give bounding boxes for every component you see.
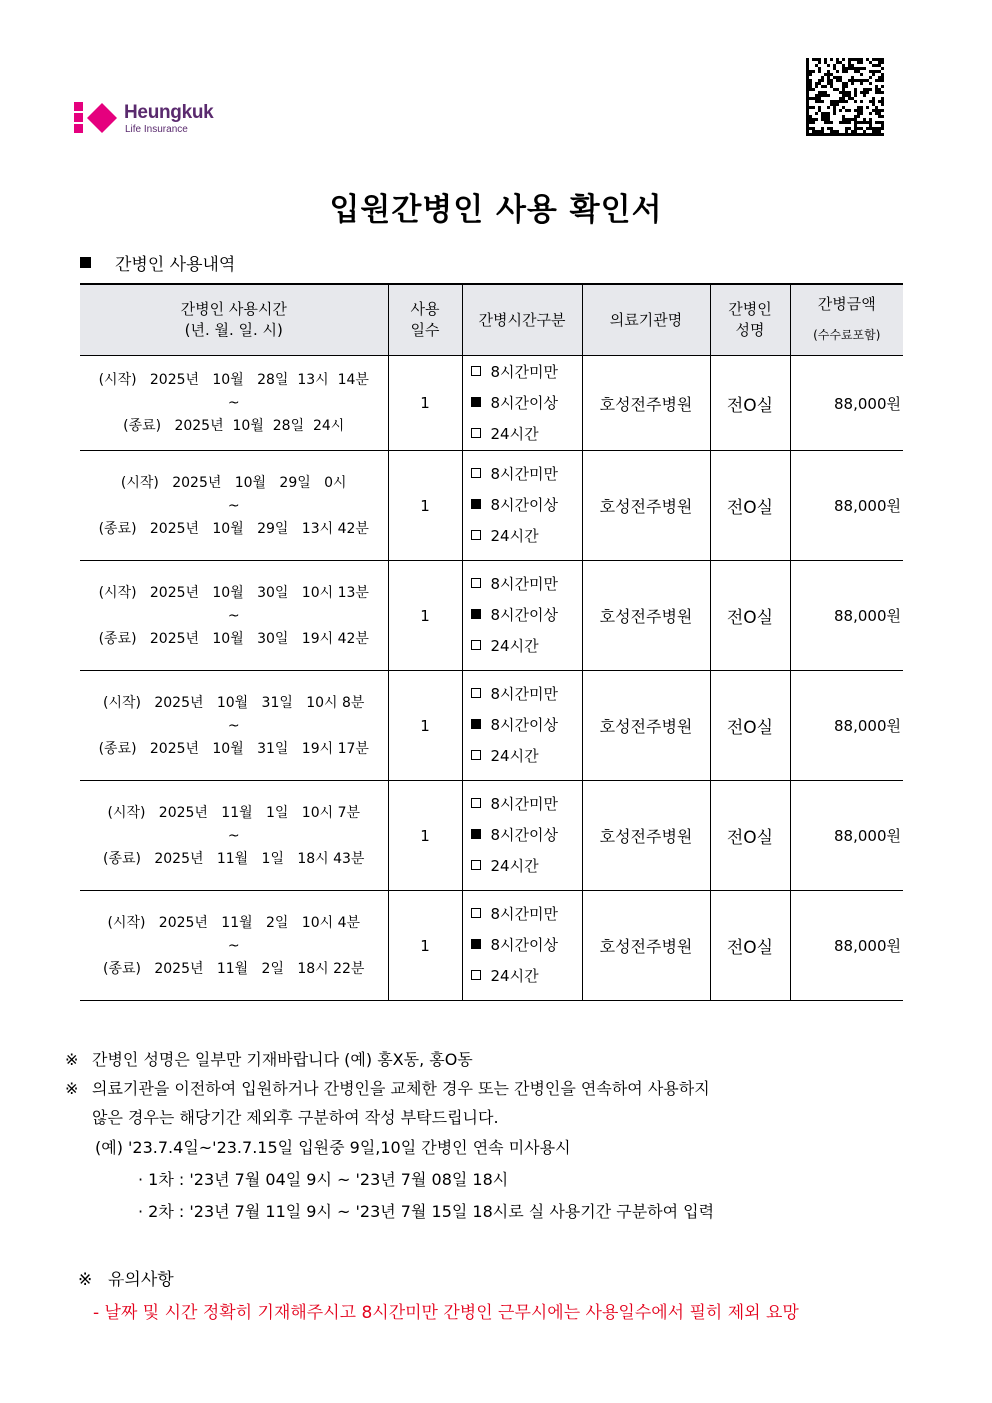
care-category-cell xyxy=(462,671,582,781)
end-time: (종료) 2025년 10월 29일 13시 42분 xyxy=(98,520,369,537)
logo-brand: Heungkuk xyxy=(124,102,214,123)
unchecked-box-icon[interactable] xyxy=(471,640,481,650)
note-example-first: · 1차 : '23년 7월 04일 9시 ~ '23년 7월 08일 18시 xyxy=(138,1170,509,1189)
usage-days-cell: 1 xyxy=(388,356,462,451)
category-option[interactable] xyxy=(471,357,582,388)
header-days-line2: 일수 xyxy=(410,321,440,339)
caregiver-name-cell: 전O실 xyxy=(710,561,790,671)
start-time: (시작) 2025년 10월 29일 0시 xyxy=(120,474,347,491)
category-option[interactable] xyxy=(471,930,582,961)
notes-section xyxy=(65,1045,945,1228)
end-time: (종료) 2025년 11월 1일 18시 43분 xyxy=(103,850,365,867)
unchecked-box-icon[interactable] xyxy=(471,750,481,760)
category-option[interactable] xyxy=(471,419,582,450)
note-mark: ※ xyxy=(65,1079,79,1098)
unchecked-box-icon[interactable] xyxy=(471,798,481,808)
unchecked-box-icon[interactable] xyxy=(471,578,481,588)
header-amount: 간병금액 xyxy=(817,295,876,313)
category-option[interactable] xyxy=(471,679,582,710)
caregiver-name-cell: 전O실 xyxy=(710,451,790,561)
usage-days-cell: 1 xyxy=(388,671,462,781)
end-time: (종료) 2025년 10월 31일 19시 17분 xyxy=(98,740,369,757)
institution-cell: 호성전주병원 xyxy=(582,451,710,561)
category-option[interactable] xyxy=(471,961,582,992)
table-row xyxy=(80,891,903,1001)
usage-days-cell: 1 xyxy=(388,891,462,1001)
note-separate-rule: 의료기관을 이전하여 입원하거나 간병인을 교체한 경우 또는 간병인을 연속하여 사용하지 xyxy=(92,1079,710,1098)
unchecked-box-icon[interactable] xyxy=(471,860,481,870)
note-name-rule: 간병인 성명은 일부만 기재바랍니다 (예) 홍X동, 홍O동 xyxy=(92,1050,473,1069)
header-time-line1: 간병인 사용시간 xyxy=(180,300,287,318)
usage-days-cell: 1 xyxy=(388,561,462,671)
caregiver-usage-table xyxy=(80,283,903,1001)
logo-mark-icon xyxy=(72,100,120,136)
category-option-label: 24시간 xyxy=(490,857,539,875)
header-time-line2: (년. 월. 일. 시) xyxy=(184,321,283,339)
category-option[interactable] xyxy=(471,490,582,521)
checked-box-icon[interactable] xyxy=(471,499,481,509)
institution-cell: 호성전주병원 xyxy=(582,781,710,891)
category-option[interactable] xyxy=(471,820,582,851)
header-care-category: 간병시간구분 xyxy=(462,284,582,356)
start-time: (시작) 2025년 10월 28일 13시 14분 xyxy=(98,372,369,388)
logo-subtitle: Life Insurance xyxy=(125,124,188,135)
usage-time-cell xyxy=(80,781,388,891)
usage-time-cell xyxy=(80,356,388,451)
header-care-amount xyxy=(790,284,903,356)
category-option[interactable] xyxy=(471,899,582,930)
section-title: 간병인 사용내역 xyxy=(115,255,236,275)
category-option-label: 8시간이상 xyxy=(490,496,559,514)
caution-text: - 날짜 및 시간 정확히 기재해주시고 8시간미만 간병인 근무시에는 사용일수에서 필히 제외 요망 xyxy=(93,1303,799,1323)
care-amount-cell: 88,000원 xyxy=(790,451,903,561)
category-option[interactable] xyxy=(471,710,582,741)
category-option-label: 8시간이상 xyxy=(490,936,559,954)
category-option-label: 24시간 xyxy=(490,747,539,765)
unchecked-box-icon[interactable] xyxy=(471,428,481,438)
category-option-label: 8시간이상 xyxy=(490,606,559,624)
caregiver-name-cell: 전O실 xyxy=(710,891,790,1001)
category-option[interactable] xyxy=(471,789,582,820)
bullet-square-icon xyxy=(80,257,91,268)
category-option-label: 24시간 xyxy=(490,424,539,443)
note-separate-rule-cont: 않은 경우는 해당기간 제외후 구분하여 작성 부탁드립니다. xyxy=(92,1108,499,1127)
unchecked-box-icon[interactable] xyxy=(471,468,481,478)
usage-days-cell: 1 xyxy=(388,451,462,561)
checked-box-icon[interactable] xyxy=(471,397,481,407)
care-category-cell xyxy=(462,451,582,561)
category-option[interactable] xyxy=(471,388,582,419)
unchecked-box-icon[interactable] xyxy=(471,970,481,980)
category-option[interactable] xyxy=(471,569,582,600)
care-category-cell xyxy=(462,561,582,671)
category-option-label: 8시간미만 xyxy=(490,795,559,813)
category-option-label: 8시간이상 xyxy=(490,393,559,412)
unchecked-box-icon[interactable] xyxy=(471,908,481,918)
caregiver-name-cell: 전O실 xyxy=(710,781,790,891)
care-category-cell xyxy=(462,891,582,1001)
caregiver-name-cell: 전O실 xyxy=(710,356,790,451)
category-option[interactable] xyxy=(471,851,582,882)
usage-time-cell xyxy=(80,891,388,1001)
document-title: 입원간병인 사용 확인서 xyxy=(329,192,663,228)
end-time: (종료) 2025년 10월 28일 24시 xyxy=(123,418,345,434)
category-option-label: 8시간미만 xyxy=(490,685,559,703)
checked-box-icon[interactable] xyxy=(471,829,481,839)
table-row xyxy=(80,671,903,781)
header-usage-time xyxy=(80,284,388,356)
category-option-label: 8시간이상 xyxy=(490,716,559,734)
category-option-label: 8시간미만 xyxy=(490,362,559,381)
care-amount-cell: 88,000원 xyxy=(790,356,903,451)
caution-heading xyxy=(78,1265,174,1290)
category-option-label: 8시간이상 xyxy=(490,826,559,844)
category-option[interactable] xyxy=(471,631,582,662)
note-example-second: · 2차 : '23년 7월 11일 9시 ~ '23년 7월 15일 18시로 실 사용기간 구분하여 입력 xyxy=(138,1202,715,1221)
caregiver-name-cell: 전O실 xyxy=(710,671,790,781)
table-header-row xyxy=(80,284,903,356)
range-tilde: ~ xyxy=(227,607,240,624)
range-tilde: ~ xyxy=(227,395,240,411)
unchecked-box-icon[interactable] xyxy=(471,688,481,698)
institution-cell: 호성전주병원 xyxy=(582,356,710,451)
table-row xyxy=(80,356,903,451)
table-row xyxy=(80,561,903,671)
range-tilde: ~ xyxy=(227,717,240,734)
note-example: (예) '23.7.4일~'23.7.15일 입원중 9일,10일 간병인 연속 미사용시 xyxy=(95,1138,571,1157)
note-mark: ※ xyxy=(65,1050,79,1069)
start-time: (시작) 2025년 11월 1일 10시 7분 xyxy=(107,804,361,821)
care-amount-cell: 88,000원 xyxy=(790,781,903,891)
checked-box-icon[interactable] xyxy=(471,719,481,729)
care-category-cell xyxy=(462,781,582,891)
range-tilde: ~ xyxy=(227,937,240,954)
institution-cell: 호성전주병원 xyxy=(582,671,710,781)
care-amount-cell: 88,000원 xyxy=(790,891,903,1001)
header-name-line2: 성명 xyxy=(735,321,765,339)
header-amount-note: (수수료포함) xyxy=(813,328,881,342)
category-option[interactable] xyxy=(471,741,582,772)
care-amount-cell: 88,000원 xyxy=(790,561,903,671)
category-option[interactable] xyxy=(471,459,582,490)
table-row xyxy=(80,451,903,561)
caution-title: 유의사항 xyxy=(108,1270,174,1290)
unchecked-box-icon[interactable] xyxy=(471,530,481,540)
category-option-label: 8시간미만 xyxy=(490,465,559,483)
category-option[interactable] xyxy=(471,600,582,631)
usage-time-cell xyxy=(80,671,388,781)
qr-code-icon xyxy=(806,58,884,136)
table-row xyxy=(80,781,903,891)
header-usage-days xyxy=(388,284,462,356)
category-option-label: 8시간미만 xyxy=(490,905,559,923)
institution-cell: 호성전주병원 xyxy=(582,561,710,671)
section-heading xyxy=(80,250,235,275)
header-days-line1: 사용 xyxy=(410,300,440,318)
category-option-label: 24시간 xyxy=(490,527,539,545)
unchecked-box-icon[interactable] xyxy=(471,366,481,376)
category-option[interactable] xyxy=(471,521,582,552)
category-option-label: 8시간미만 xyxy=(490,575,559,593)
header-name-line1: 간병인 xyxy=(728,300,772,318)
header-institution: 의료기관명 xyxy=(582,284,710,356)
end-time: (종료) 2025년 10월 30일 19시 42분 xyxy=(98,630,369,647)
caution-mark: ※ xyxy=(78,1270,93,1290)
checked-box-icon[interactable] xyxy=(471,609,481,619)
category-option-label: 24시간 xyxy=(490,637,539,655)
start-time: (시작) 2025년 10월 30일 10시 13분 xyxy=(98,584,369,601)
category-option-label: 24시간 xyxy=(490,967,539,985)
end-time: (종료) 2025년 11월 2일 18시 22분 xyxy=(103,960,365,977)
checked-box-icon[interactable] xyxy=(471,939,481,949)
start-time: (시작) 2025년 10월 31일 10시 8분 xyxy=(103,694,365,711)
care-amount-cell: 88,000원 xyxy=(790,671,903,781)
start-time: (시작) 2025년 11월 2일 10시 4분 xyxy=(107,914,361,931)
usage-time-cell xyxy=(80,561,388,671)
usage-days-cell: 1 xyxy=(388,781,462,891)
range-tilde: ~ xyxy=(227,827,240,844)
range-tilde: ~ xyxy=(227,497,240,514)
header-caregiver-name xyxy=(710,284,790,356)
usage-time-cell xyxy=(80,451,388,561)
institution-cell: 호성전주병원 xyxy=(582,891,710,1001)
care-category-cell xyxy=(462,356,582,451)
